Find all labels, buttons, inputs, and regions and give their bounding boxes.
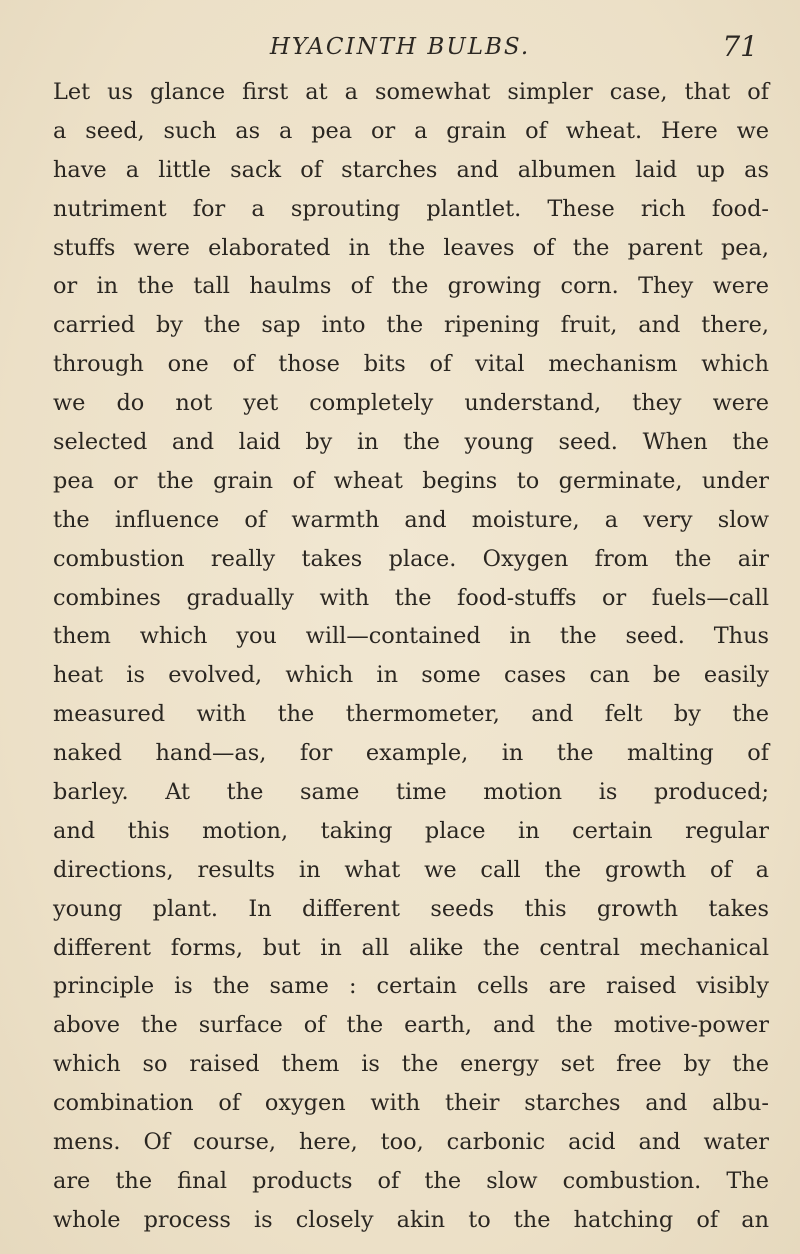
running-head-title: HYACINTH BULBS.: [269, 34, 531, 60]
text-line: whole process is closely akin to the hatching of an: [53, 1206, 769, 1233]
text-line: combination of oxygen with their starches and albu-: [53, 1090, 769, 1117]
running-head: [0, 30, 800, 70]
text-line: selected and laid by in the young seed. When the: [53, 429, 769, 456]
text-line: measured with the thermometer, and felt by the: [53, 701, 769, 728]
text-line: a seed, such as a pea or a grain of wheat. Here we: [53, 117, 769, 144]
text-line: heat is evolved, which in some cases can be easily: [53, 662, 769, 689]
text-line: young plant. In different seeds this growth takes: [53, 895, 769, 922]
text-line: combines gradually with the food-stuffs or fuels—call: [53, 584, 769, 611]
text-line: combustion really takes place. Oxygen from the air: [53, 545, 769, 572]
text-line: nutriment for a sprouting plantlet. These rich food-: [53, 195, 769, 222]
text-line: through one of those bits of vital mechanism which: [53, 351, 769, 378]
text-line: and this motion, taking place in certain regular: [53, 817, 769, 844]
text-line: we do not yet completely understand, they were: [53, 390, 769, 417]
text-line: different forms, but in all alike the central mechanical: [53, 934, 769, 961]
text-line: which so raised them is the energy set free by the: [53, 1051, 769, 1078]
text-line: have a little sack of starches and albumen laid up as: [53, 156, 769, 183]
body-text: [53, 73, 769, 1240]
page-number: 71: [722, 30, 758, 63]
text-line: the influence of warmth and moisture, a very slow: [53, 506, 769, 533]
text-line: stuffs were elaborated in the leaves of the parent pea,: [53, 234, 769, 261]
text-line: pea or the grain of wheat begins to germinate, under: [53, 467, 769, 494]
text-line: directions, results in what we call the growth of a: [53, 856, 769, 883]
text-line: carried by the sap into the ripening fruit, and there,: [53, 312, 769, 339]
text-line: Let us glance first at a somewhat simpler case, that of: [53, 79, 769, 105]
text-line: barley. At the same time motion is produced;: [53, 779, 769, 806]
text-line: naked hand—as, for example, in the malting of: [53, 740, 769, 767]
text-line: are the final products of the slow combustion. The: [53, 1167, 769, 1194]
text-line: principle is the same : certain cells are raised visibly: [53, 973, 769, 1000]
text-line: above the surface of the earth, and the motive-power: [53, 1012, 769, 1039]
text-line: mens. Of course, here, too, carbonic acid and water: [53, 1129, 769, 1156]
text-line: or in the tall haulms of the growing corn. They were: [53, 273, 769, 300]
text-line: them which you will—contained in the seed. Thus: [53, 623, 769, 650]
